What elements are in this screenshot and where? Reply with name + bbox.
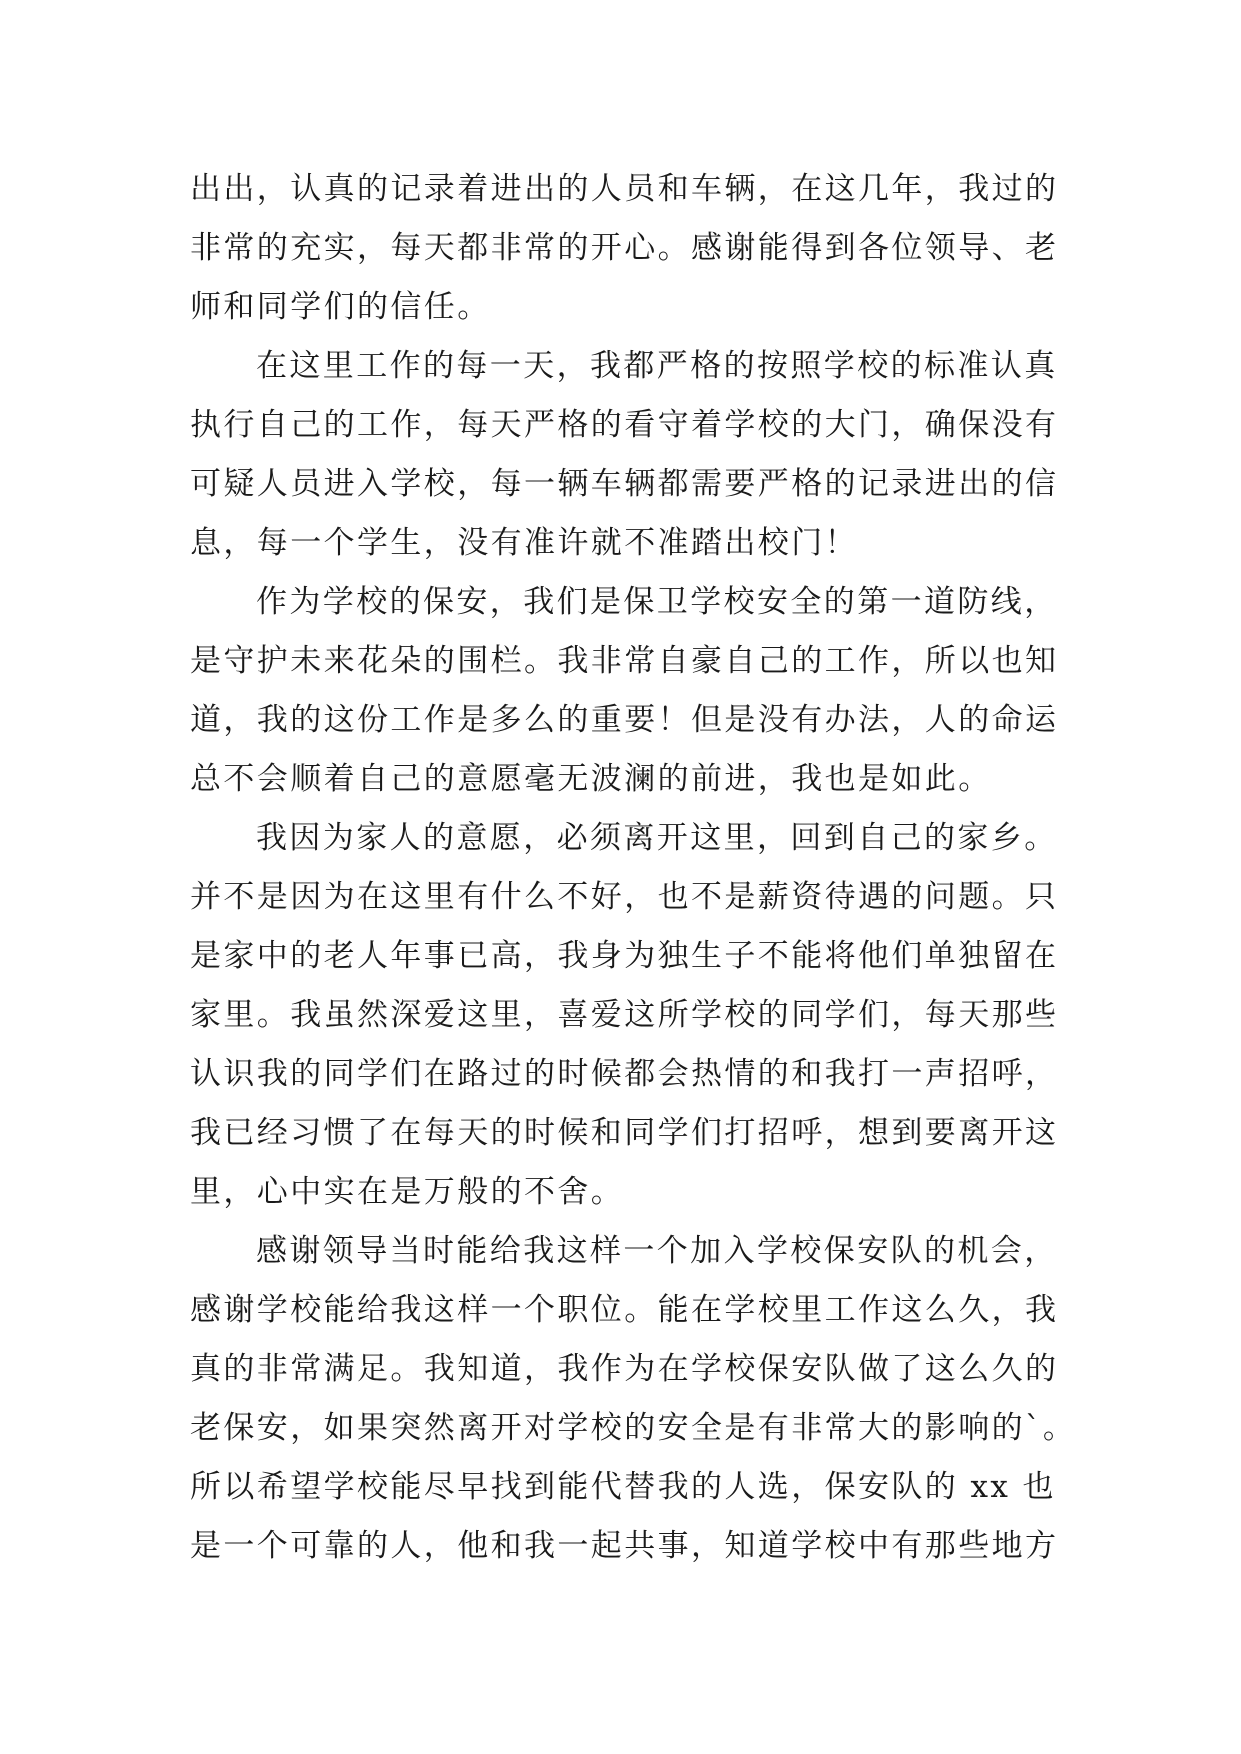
text-line: 家里。我虽然深爱这里，喜爱这所学校的同学们，每天那些: [190, 997, 1059, 1033]
text-line: 出出，认真的记录着进出的人员和车辆，在这几年，我过的: [190, 171, 1059, 207]
text-line: 息，每一个学生，没有准许就不准踏出校门！: [190, 525, 858, 561]
text-line: 是守护未来花朵的围栏。我非常自豪自己的工作，所以也知: [190, 643, 1059, 679]
text-line: 总不会顺着自己的意愿毫无波澜的前进，我也是如此。: [190, 761, 992, 797]
text-line: 并不是因为在这里有什么不好，也不是薪资待遇的问题。只: [190, 879, 1059, 915]
text-line: 是一个可靠的人，他和我一起共事，知道学校中有那些地方: [190, 1528, 1059, 1564]
paragraph-first-line: 作为学校的保安，我们是保卫学校安全的第一道防线，: [256, 584, 1058, 620]
paragraph-first-line: 我因为家人的意愿，必须离开这里，回到自己的家乡。: [256, 820, 1058, 856]
paragraph-first-line: 感谢领导当时能给我这样一个加入学校保安队的机会，: [256, 1233, 1058, 1269]
text-line: 我已经习惯了在每天的时候和同学们打招呼，想到要离开这: [190, 1115, 1059, 1151]
text-line: 所以希望学校能尽早找到能代替我的人选，保安队的 xx 也: [190, 1469, 1056, 1505]
text-line: 非常的充实，每天都非常的开心。感谢能得到各位领导、老: [190, 230, 1059, 266]
text-line: 师和同学们的信任。: [190, 289, 491, 325]
text-line: 执行自己的工作，每天严格的看守着学校的大门，确保没有: [190, 407, 1059, 443]
text-line: 里，心中实在是万般的不舍。: [190, 1174, 625, 1210]
text-line: 道，我的这份工作是多么的重要！但是没有办法，人的命运: [190, 702, 1059, 738]
text-line: 真的非常满足。我知道，我作为在学校保安队做了这么久的: [190, 1351, 1059, 1387]
text-line: 是家中的老人年事已高，我身为独生子不能将他们单独留在: [190, 938, 1059, 974]
paragraph-first-line: 在这里工作的每一天，我都严格的按照学校的标准认真: [256, 348, 1058, 384]
text-line: 可疑人员进入学校，每一辆车辆都需要严格的记录进出的信: [190, 466, 1059, 502]
text-line: 认识我的同学们在路过的时候都会热情的和我打一声招呼，: [190, 1056, 1059, 1092]
document-body: [190, 160, 1077, 1576]
text-line: 老保安，如果突然离开对学校的安全是有非常大的影响的`。: [190, 1410, 1077, 1446]
text-line: 感谢学校能给我这样一个职位。能在学校里工作这么久，我: [190, 1292, 1059, 1328]
